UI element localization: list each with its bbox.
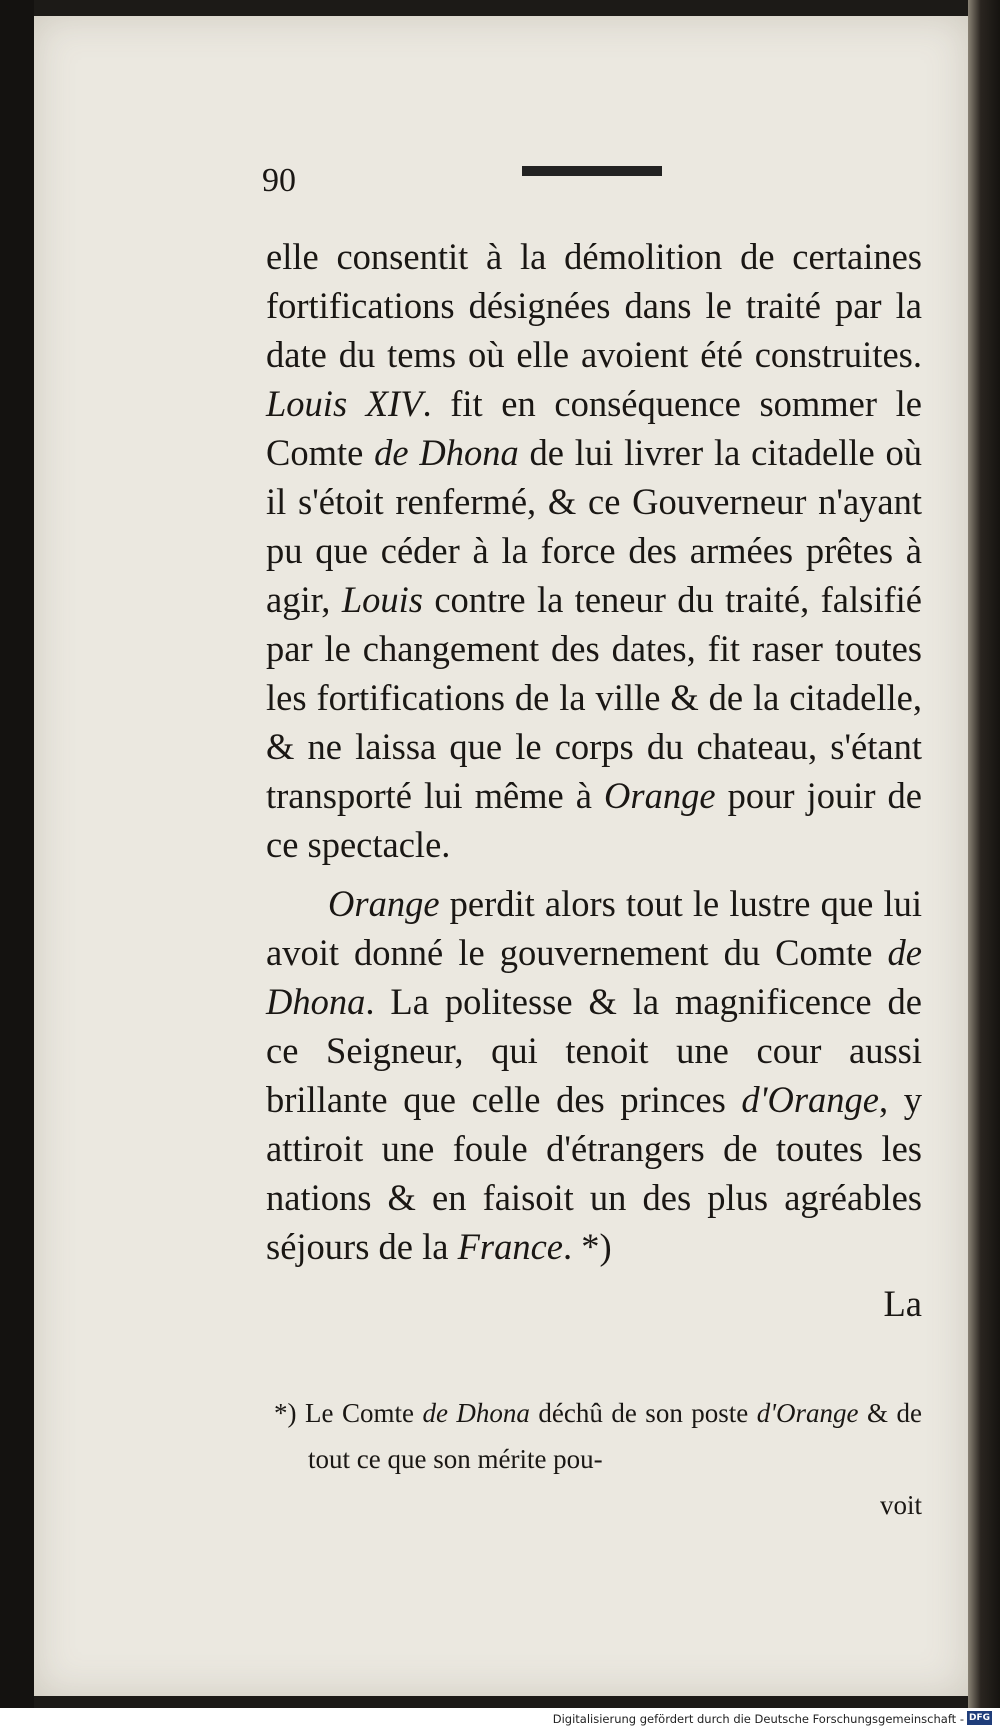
footnote bbox=[274, 1390, 922, 1528]
page-number: 90 bbox=[262, 162, 296, 199]
italic-text-segment: de Dhona bbox=[422, 1398, 530, 1428]
italic-text-segment: Orange bbox=[328, 883, 440, 924]
text-segment: Le Comte bbox=[304, 1398, 423, 1428]
header-rule bbox=[522, 166, 662, 176]
text-segment: pour jouir de ce spectacle. bbox=[266, 775, 922, 865]
text-segment: . *) bbox=[562, 1226, 612, 1267]
text-segment: perdit alors tout le lustre que lui avoit donné le gouvernement du Comte bbox=[266, 883, 922, 973]
footnote-text bbox=[274, 1390, 922, 1482]
text-segment: contre la teneur du traité, falsifié par le changement des dates, fit raser toutes les fortifications de la ville & de la citadelle, & ne laissa que le corps du chateau, s'étant transporté lui même à bbox=[266, 579, 922, 816]
digitization-credit: Digitalisierung gefördert durch die Deutsche Forschungsgemeinschaft - bbox=[552, 1712, 964, 1726]
scan-left-edge bbox=[0, 0, 34, 1708]
italic-text-segment: Louis XIV bbox=[266, 383, 423, 424]
text-segment: elle consentit à la démolition de certaines fortifications désignées dans le traité par la date du tems où elle avoient été construites. bbox=[266, 236, 922, 375]
text-segment: . La politesse & la magnificence de ce Seigneur, qui tenoit une cour aussi brillante que celle des princes bbox=[266, 981, 922, 1120]
text-segment: & de tout ce que son mérite pou- bbox=[308, 1398, 922, 1474]
italic-text-segment: Louis bbox=[341, 579, 423, 620]
paragraph-1 bbox=[266, 232, 922, 869]
footnote-last-line: voit bbox=[879, 1490, 922, 1520]
body-text bbox=[266, 232, 922, 1328]
italic-text-segment: France bbox=[457, 1226, 563, 1267]
italic-text-segment: de Dhona bbox=[266, 932, 922, 1022]
text-segment: , y attiroit une foule d'étrangers de toutes les nations & en faisoit un des plus agréables séjours de la bbox=[266, 1079, 923, 1267]
paragraph-2 bbox=[266, 879, 922, 1271]
footnote-mark: *) bbox=[274, 1398, 297, 1428]
footnote-body bbox=[305, 1398, 922, 1474]
text-segment: de lui livrer la citadelle où il s'étoit renfermé, & ce Gouverneur n'ayant pu que céder à la force des armées prêtes à agir, bbox=[266, 432, 922, 620]
book-spine-edge bbox=[968, 0, 1000, 1708]
italic-text-segment: d'Orange bbox=[741, 1079, 879, 1120]
italic-text-segment: d'Orange bbox=[756, 1398, 859, 1428]
text-segment: déchû de son poste bbox=[529, 1398, 757, 1428]
catchword: La bbox=[883, 1283, 922, 1324]
italic-text-segment: Orange bbox=[604, 775, 716, 816]
dfg-logo: DFG bbox=[968, 1713, 990, 1723]
italic-text-segment: de Dhona bbox=[374, 432, 519, 473]
text-segment: . fit en conséquence sommer le Comte bbox=[266, 383, 922, 473]
